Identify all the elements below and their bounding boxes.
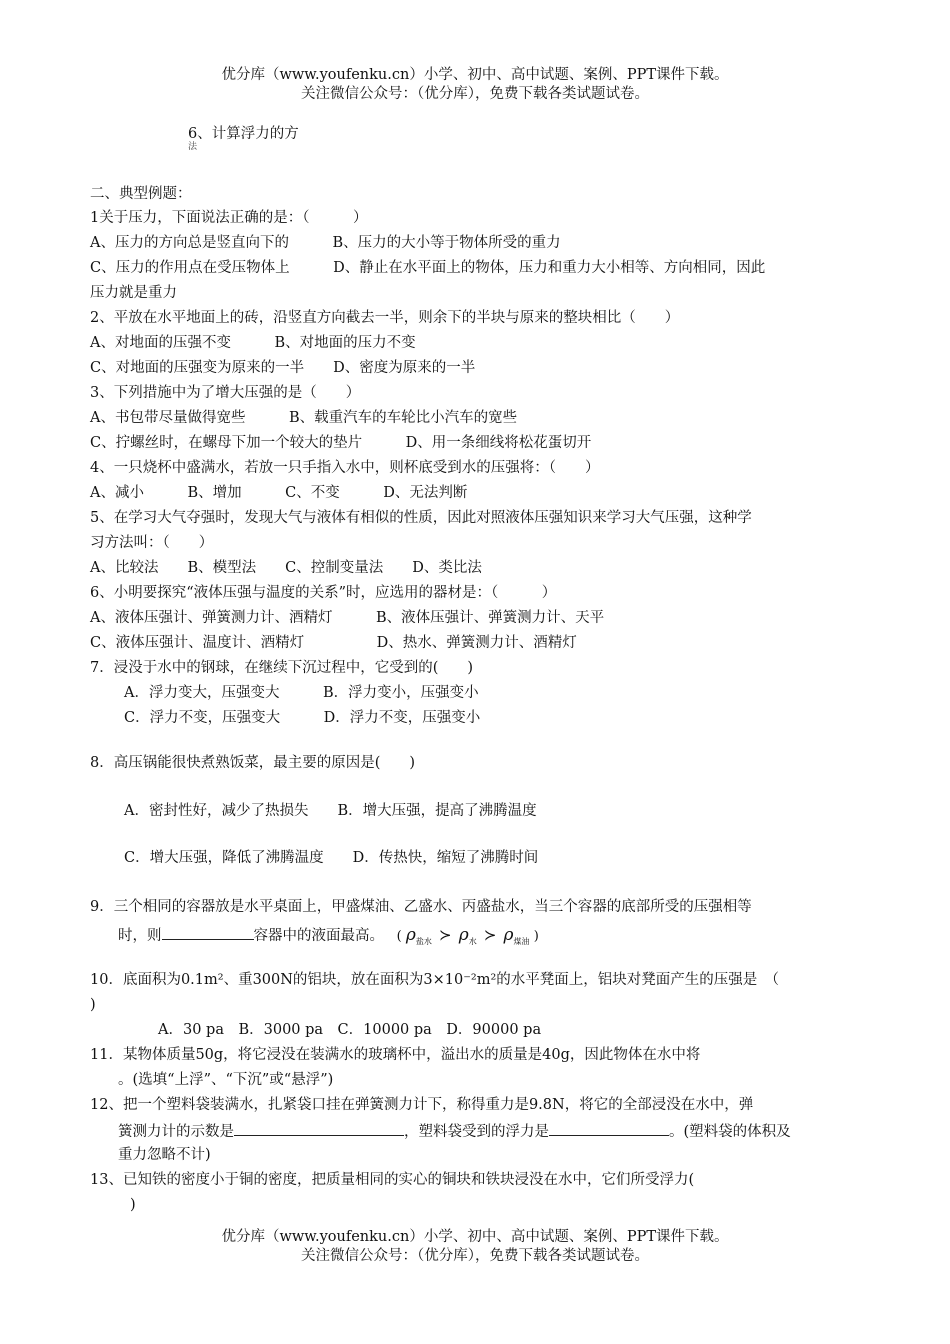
q12-answer-blank-1[interactable] bbox=[234, 1120, 404, 1136]
formula-gt-1: ≻ bbox=[438, 926, 452, 944]
section-6-title: 6、计算浮力的方 bbox=[188, 126, 299, 142]
formula-gt-2: ≻ bbox=[483, 926, 497, 944]
q2-stem: 2、平放在水平地面上的砖，沿竖直方向截去一半，则余下的半块与原来的整块相比（ ） bbox=[90, 310, 680, 326]
q12-stem-cont-2: 重力忽略不计) bbox=[118, 1147, 211, 1163]
formula-open-paren: ( bbox=[396, 929, 402, 944]
q13-stem: 13、已知铁的密度小于铜的密度，把质量相同的实心的铜块和铁块浸没在水中，它们所受浮力( bbox=[90, 1172, 695, 1188]
footer-line-1: 优分库（www.youfenku.cn）小学、初中、高中试题、案例、PPT课件下载。 bbox=[221, 1229, 729, 1245]
q7-options-cd: C．浮力不变，压强变大 D．浮力不变，压强变小 bbox=[124, 710, 481, 726]
q3-stem: 3、下列措施中为了增大压强的是（ ） bbox=[90, 385, 361, 401]
q2-options-ab: A、对地面的压强不变 B、对地面的压力不变 bbox=[90, 335, 416, 351]
q9-text-pre: 时，则 bbox=[118, 928, 162, 944]
q1-options-cd: C、压力的作用点在受压物体上 D、静止在水平面上的物体，压力和重力大小相等、方向相同，因此 bbox=[90, 260, 766, 276]
q12-stem-cont bbox=[118, 1120, 791, 1142]
q9-stem: 9．三个相同的容器放是水平桌面上，甲盛煤油、乙盛水、丙盛盐水，当三个容器的底部所受的压强相等 bbox=[90, 899, 752, 915]
header-line-2: 关注微信公众号：（优分库），免费下载各类试题试卷。 bbox=[301, 86, 649, 102]
q9-formula bbox=[396, 925, 539, 946]
header-line-1: 优分库（www.youfenku.cn）小学、初中、高中试题、案例、PPT课件下载。 bbox=[221, 67, 729, 83]
q2-options-cd: C、对地面的压强变为原来的一半 D、密度为原来的一半 bbox=[90, 360, 476, 376]
q10-stem: 10．底面积为0.1m²、重300N的铝块，放在面积为3×10⁻²m²的水平凳面上，铝块对凳面产生的压强是 （ bbox=[90, 972, 780, 988]
q9-stem-cont bbox=[118, 924, 539, 952]
q5-stem-cont: 习方法叫：（ ） bbox=[90, 535, 214, 551]
footer-line-2: 关注微信公众号：（优分库），免费下载各类试题试卷。 bbox=[301, 1248, 649, 1264]
q1-options-ab: A、压力的方向总是竖直向下的 B、压力的大小等于物体所受的重力 bbox=[90, 235, 561, 251]
formula-close-paren: ) bbox=[533, 929, 539, 944]
q7-stem: 7．浸没于水中的钢球，在继续下沉过程中，它受到的( ) bbox=[90, 660, 474, 676]
header-top bbox=[0, 66, 950, 104]
q8-stem: 8．高压锅能很快煮熟饭菜，最主要的原因是( ) bbox=[90, 755, 416, 771]
formula-rho-3: ρ bbox=[503, 925, 514, 945]
q6-options-ab: A、液体压强计、弹簧测力计、酒精灯 B、液体压强计、弹簧测力计、天平 bbox=[90, 610, 605, 626]
q4-stem: 4、一只烧杯中盛满水，若放一只手指入水中，则杯底受到水的压强将：（ ） bbox=[90, 460, 600, 476]
formula-sub-saltwater: 盐水 bbox=[415, 937, 432, 946]
q12-text-mid: ，塑料袋受到的浮力是 bbox=[404, 1124, 549, 1140]
q12-text-post: 。(塑料袋的体积及 bbox=[669, 1124, 791, 1140]
q7-options-ab: A．浮力变大，压强变大 B．浮力变小，压强变小 bbox=[124, 685, 479, 701]
formula-sub-kerosene: 煤油 bbox=[513, 937, 530, 946]
section-6-cut-text: 法 bbox=[188, 142, 198, 152]
q9-text-post: 容器中的液面最高。 bbox=[253, 928, 384, 944]
formula-sub-water: 水 bbox=[468, 937, 477, 946]
section-2-title: 二、典型例题： bbox=[90, 186, 192, 202]
q1-options-cd-cont: 压力就是重力 bbox=[90, 285, 177, 301]
formula-rho-2: ρ bbox=[458, 925, 469, 945]
q5-options: A、比较法 B、模型法 C、控制变量法 D、类比法 bbox=[90, 560, 482, 576]
q11-stem: 11．某物体质量50g，将它浸没在装满水的玻璃杯中，溢出水的质量是40g，因此物体在水中将 bbox=[90, 1047, 701, 1063]
q12-text-pre: 簧测力计的示数是 bbox=[118, 1124, 234, 1140]
q8-options-cd: C．增大压强，降低了沸腾温度 D．传热快，缩短了沸腾时间 bbox=[124, 850, 539, 866]
q12-stem: 12、把一个塑料袋装满水，扎紧袋口挂在弹簧测力计下，称得重力是9.8N，将它的全部浸没在水中，弹 bbox=[90, 1097, 754, 1113]
q6-stem: 6、小明要探究“液体压强与温度的关系”时，应选用的器材是：（ ） bbox=[90, 585, 557, 601]
footer-bottom bbox=[0, 1228, 950, 1266]
q3-options-cd: C、拧螺丝时，在螺母下加一个较大的垫片 D、用一条细线将松花蛋切开 bbox=[90, 435, 592, 451]
q4-options: A、减小 B、增加 C、不变 D、无法判断 bbox=[90, 485, 468, 501]
q6-options-cd: C、液体压强计、温度计、酒精灯 D、热水、弹簧测力计、酒精灯 bbox=[90, 635, 577, 651]
q3-options-ab: A、书包带尽量做得宽些 B、载重汽车的车轮比小汽车的宽些 bbox=[90, 410, 518, 426]
q10-stem-cont: ) bbox=[90, 997, 96, 1013]
q8-options-ab: A．密封性好，减少了热损失 B．增大压强，提高了沸腾温度 bbox=[124, 803, 537, 819]
q11-stem-cont: 。(选填“上浮”、“下沉”或“悬浮”) bbox=[118, 1072, 334, 1088]
q9-answer-blank[interactable] bbox=[162, 924, 254, 940]
q13-stem-cont: ) bbox=[130, 1197, 136, 1213]
q10-options: A．30 pa B．3000 pa C．10000 pa D．90000 pa bbox=[158, 1022, 542, 1038]
q1-stem: 1关于压力，下面说法正确的是：（ ） bbox=[90, 210, 368, 226]
q5-stem: 5、在学习大气夺强时，发现大气与液体有相似的性质，因此对照液体压强知识来学习大气压强，这种学 bbox=[90, 510, 752, 526]
formula-rho-1: ρ bbox=[405, 925, 416, 945]
q12-answer-blank-2[interactable] bbox=[549, 1120, 669, 1136]
